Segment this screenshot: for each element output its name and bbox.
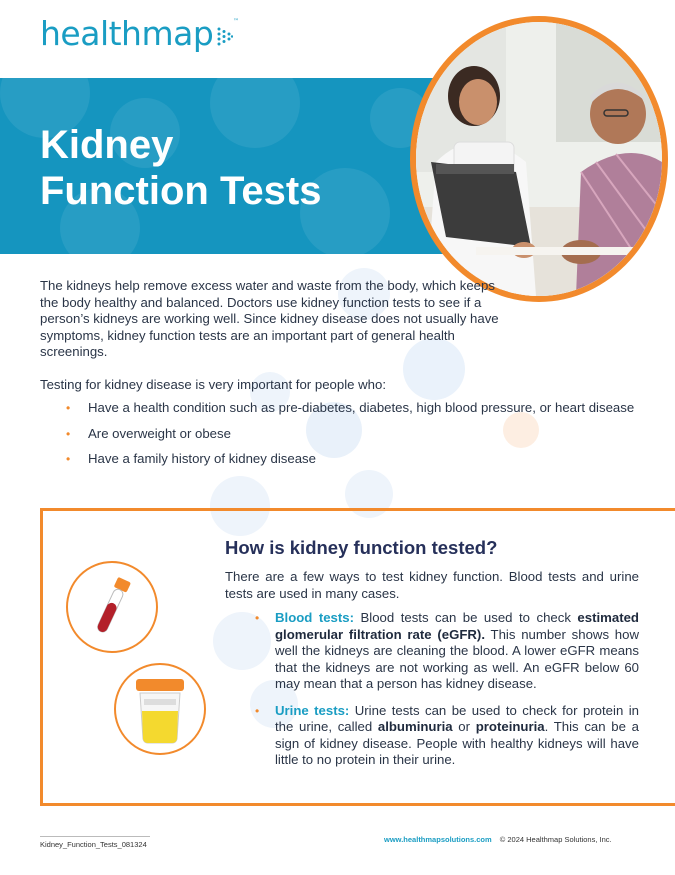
trademark: ™: [233, 18, 239, 25]
urine-tests-text-3: . This can be a sign of kidney disease. People with healthy kidneys will have little to no protein in their urine.: [275, 719, 639, 767]
bullet-icon: •: [255, 611, 260, 625]
urine-cup-icon: [116, 665, 204, 753]
list-item: [66, 400, 646, 417]
page-title: [40, 122, 321, 214]
proteinuria-term: proteinuria: [475, 719, 545, 734]
title-line-1: Kidney: [40, 123, 174, 167]
blood-tube-icon: [68, 563, 156, 651]
bullet-icon: •: [255, 703, 260, 718]
risk-intro-paragraph: Testing for kidney disease is very important for people who:: [40, 376, 386, 392]
urine-tests-label: Urine tests:: [275, 702, 350, 718]
blood-tests-text-2: This number shows how well the kidneys are cleaning the blood. A lower eGFR means that the kidneys are not working as well. An eGFR below 60 may mean that a person has kidney disease.: [275, 626, 639, 691]
risk-list: [66, 400, 646, 477]
intro-paragraph: The kidneys help remove excess water and waste from the body, which keeps the body healthy and balanced. Doctors use kidney function tests to see if a person’s kidneys are working well. Since kidney disease does not usually have symptoms, kidney function tests are an important part of general health screenings.: [40, 278, 499, 359]
urine-tests-item: [255, 703, 639, 769]
bullet-icon: •: [66, 452, 71, 466]
urine-tests-text-2: or: [452, 719, 476, 734]
doctor-patient-illustration: [416, 22, 662, 296]
section-intro: There are a few ways to test kidney function. Blood tests and urine tests are used in many cases.: [225, 569, 639, 601]
section-title: How is kidney function tested?: [225, 537, 498, 558]
document-id: Kidney_Function_Tests_081324: [40, 840, 147, 849]
blood-tests-item: [255, 610, 639, 693]
bullet-icon: •: [66, 401, 71, 415]
albuminuria-term: albuminuria: [377, 719, 453, 734]
header-photo: [410, 16, 668, 302]
list-item-text: Have a family history of kidney disease: [88, 451, 316, 466]
list-item: [66, 451, 646, 468]
list-item: [66, 426, 646, 443]
test-types-list: [255, 610, 639, 779]
list-item-text: Have a health condition such as pre-diabetes, diabetes, high blood pressure, or heart disease: [88, 400, 635, 415]
blood-tests-label: Blood tests:: [275, 610, 355, 625]
footer-divider: [40, 836, 150, 837]
healthmap-logo: [40, 14, 239, 53]
copyright: © 2024 Healthmap Solutions, Inc.: [499, 835, 612, 844]
list-item-text: Are overweight or obese: [88, 425, 231, 441]
blood-tube-icon-circle: [66, 561, 158, 653]
logo-dots-icon: [217, 27, 233, 47]
egfr-term: estimated glomerular filtration rate (eGFR).: [275, 610, 639, 642]
footer-info: [384, 835, 612, 844]
urine-cup-icon-circle: [114, 663, 206, 755]
urine-tests-text: Urine tests can be used to check for protein in the urine, called: [275, 702, 639, 734]
logo-text: healthmap: [40, 14, 214, 53]
blood-tests-text: Blood tests can be used to check: [354, 610, 578, 625]
intro-text: [40, 278, 510, 409]
title-line-2: Function Tests: [40, 169, 322, 213]
website-link[interactable]: www.healthmapsolutions.com: [384, 835, 492, 844]
bullet-icon: •: [66, 426, 71, 441]
